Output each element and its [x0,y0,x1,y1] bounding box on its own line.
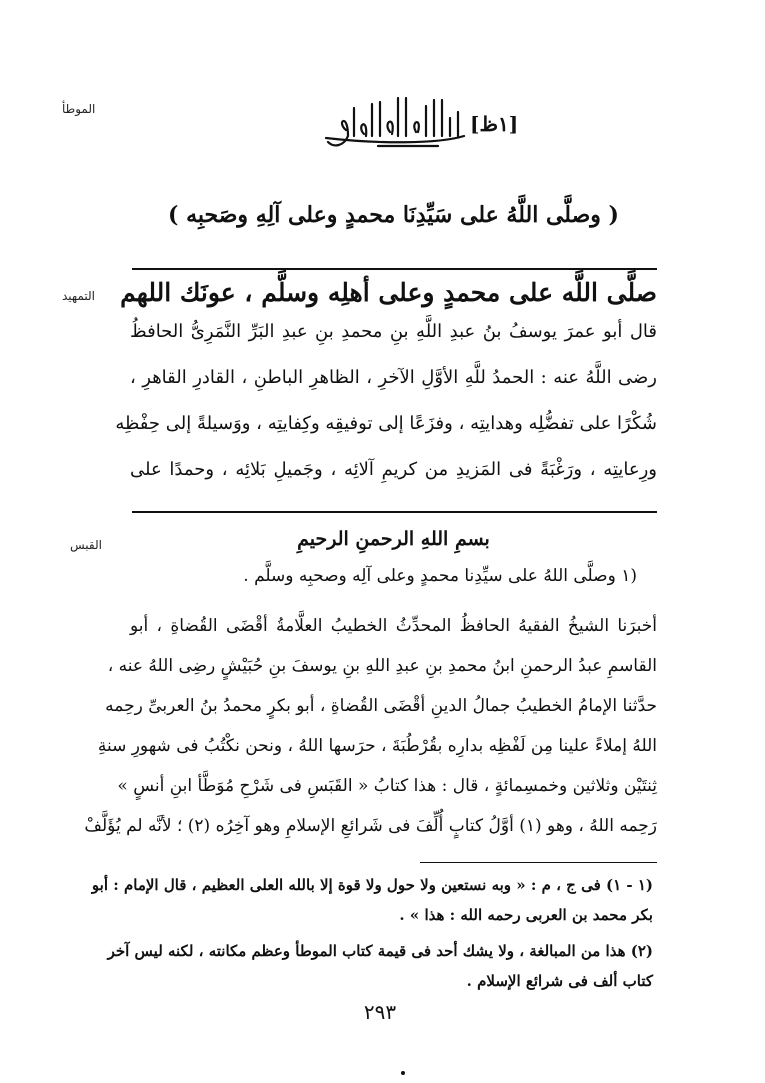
tamhid-heading: صلَّى اللَّه على محمدٍ وعلى أهلِه وسلَّم ، عونَك اللهم [120,278,657,307]
footnote-line: بكر محمد بن العربى رحمه الله : هذا » . [399,906,653,924]
tamhid-line: ورِعايتِه ، ورَغْبَةً فى المَزيدِ من كريمِ آلائِه ، وجَميلِ بَلائِه ، وحمدًا على [130,459,657,480]
qabas-line: ثِنتَيْن وثلاثين وخمسِمائةٍ ، قال : هذا كتابُ « القَبَسِ فى شَرْحِ مُوَطَّأ ابنِ أنسٍ » [117,776,657,796]
page-number: ٢٩٣ [363,1000,397,1024]
footnote-line: (١ - ١) فى ج ، م : « وبه نستعين ولا حول ولا قوة إلا بالله العلى العظيم ، قال الإمام : أبو [91,876,653,894]
side-label-qabas: القبس [70,538,102,552]
tamhid-line: شُكْرًا على تفضُّلِه وهدايتِه ، وفزَعًا إلى توفيقِه وكِفايتِه ، ووَسيلةً إلى حِفْظِه [115,413,657,434]
footnote-line: كتاب ألف فى شرائع الإسلام . [466,972,653,990]
scan-dot [401,1071,405,1075]
footnote-line: (٢) هذا من المبالغة ، ولا يشك أحد فى قيمة كتاب الموطأ وعظم مكانته ، لكنه ليس آخر [107,942,653,960]
qabas-line: أخبرَنا الشيخُ الفقيهُ الحافظُ المحدِّثُ الخطيبُ العلَّامةُ أقْضَى القُضاةِ ، أبو [130,616,657,636]
qabas-line: اللهُ إملاءً علينا مِن لَفْظِه بدارِه بقُرْطُبَةَ ، حرَسها اللهُ ، ونحن نكْتُبُ فى شهورِ سنةِ [97,736,657,756]
divider-middle [132,511,657,513]
folio-marker: [١ظ] [470,112,519,136]
qabas-line: حدَّثنا الإمامُ الخطيبُ جمالُ الدينِ أقْضَى القُضاةِ ، أبو بكرٍ محمدُ بنُ العربىِّ رحِمه [105,696,657,716]
side-label-tamhid: التمهيد [62,289,95,303]
qabas-line: القاسمِ عبدُ الرحمنِ ابنُ محمدِ بنِ عبدِ اللهِ بنِ يوسفَ بنِ حُبَيْشٍ رضِى اللهُ عنه ، [107,656,657,676]
qabas-heading: بسمِ اللهِ الرحمنِ الرحيمِ [297,528,490,550]
salawat-header: ( وصلَّى اللَّهُ على سَيِّدِنَا محمدٍ وعلى آلِهِ وصَحبِه ) [168,202,619,228]
footnote-divider [420,862,657,863]
qabas-line: (١ وصلَّى اللهُ على سيِّدِنا محمدٍ وعلى آلِه وصحبِه وسلَّم . [243,566,637,586]
qabas-line: رَحِمه اللهُ ، وهو (١) أوَّلُ كتابٍ أُلِّفَ فى شَرائعِ الإسلامِ وهو آخِرُه (٢) ؛ لأنَّه لم يُؤَلَّفْ [84,816,657,836]
divider-top [132,268,657,270]
basmala-calligraphy-icon [318,92,468,152]
tamhid-line: رضى اللَّهُ عنه : الحمدُ للَّهِ الأوَّلِ الآخرِ ، الظاهرِ الباطنِ ، القادرِ القاهرِ ، [130,367,657,388]
side-label-muwatta: الموطأ [62,102,96,116]
tamhid-line: قال أبو عمرَ يوسفُ بنُ عبدِ اللَّهِ بنِ محمدِ بنِ عبدِ البَرِّ النَّمَرِىُّ الحافظُ [130,321,657,342]
